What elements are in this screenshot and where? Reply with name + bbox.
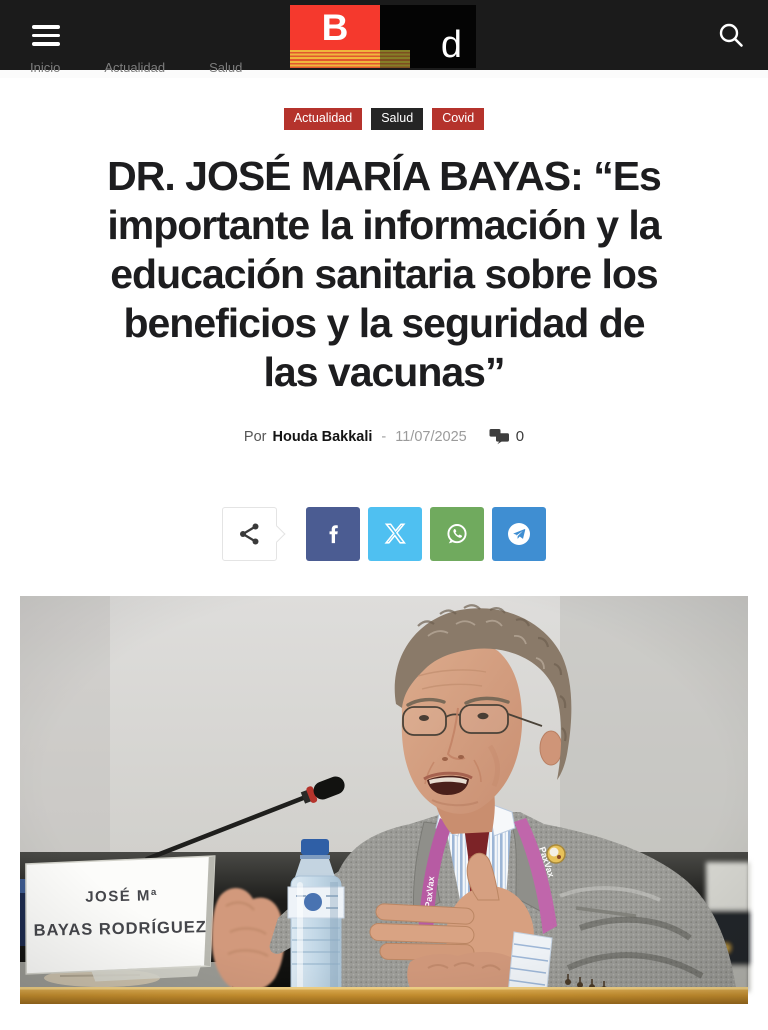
title-line: las vacunas” [263,348,505,395]
site-logo[interactable] [290,5,476,68]
tag-actualidad[interactable]: Actualidad [284,108,362,130]
breadcrumb-item-inicio[interactable]: Inicio [30,60,61,75]
share-whatsapp-button[interactable] [430,507,484,561]
conference-photo-illustration [20,596,748,1004]
breadcrumb-item-actualidad[interactable]: Actualidad [104,60,166,75]
logo-stripes-shade [380,50,410,68]
byline-separator: - [381,428,387,445]
category-tags [0,108,768,130]
logo-letter-d: d [440,24,462,66]
facebook-icon [322,523,344,545]
tag-covid[interactable]: Covid [432,108,484,130]
comments-count: 0 [515,428,525,445]
share-facebook-button[interactable] [306,507,360,561]
title-line: DR. JOSÉ MARÍA BAYAS: “Es [107,152,661,199]
comments-icon [489,428,510,445]
breadcrumb [0,60,768,78]
share-telegram-button[interactable] [492,507,546,561]
breadcrumb-item-salud[interactable]: Salud [209,60,243,75]
share-icon [238,522,262,546]
menu-hamburger-icon[interactable] [32,25,60,46]
title-line: beneficios y la seguridad de [123,299,645,346]
byline [0,427,768,447]
comments-link[interactable] [489,428,524,445]
author-link[interactable]: Houda Bakkali [272,428,373,445]
x-twitter-icon [384,522,407,545]
title-line: importante la información y la [107,201,661,248]
article-title [29,152,739,397]
share-button[interactable] [222,507,277,561]
whatsapp-icon [444,521,470,547]
publish-date: 11/07/2025 [395,428,467,445]
byline-prefix: Por [243,428,267,445]
share-x-twitter-button[interactable] [368,507,422,561]
search-icon[interactable] [716,20,746,50]
telegram-icon [505,520,533,548]
share-row [0,507,768,561]
logo-letter-b: B [321,7,349,48]
logo-b-block [290,5,380,50]
tag-salud[interactable]: Salud [371,108,423,130]
title-line: educación sanitaria sobre los [110,250,658,297]
article-photo [20,596,748,1004]
